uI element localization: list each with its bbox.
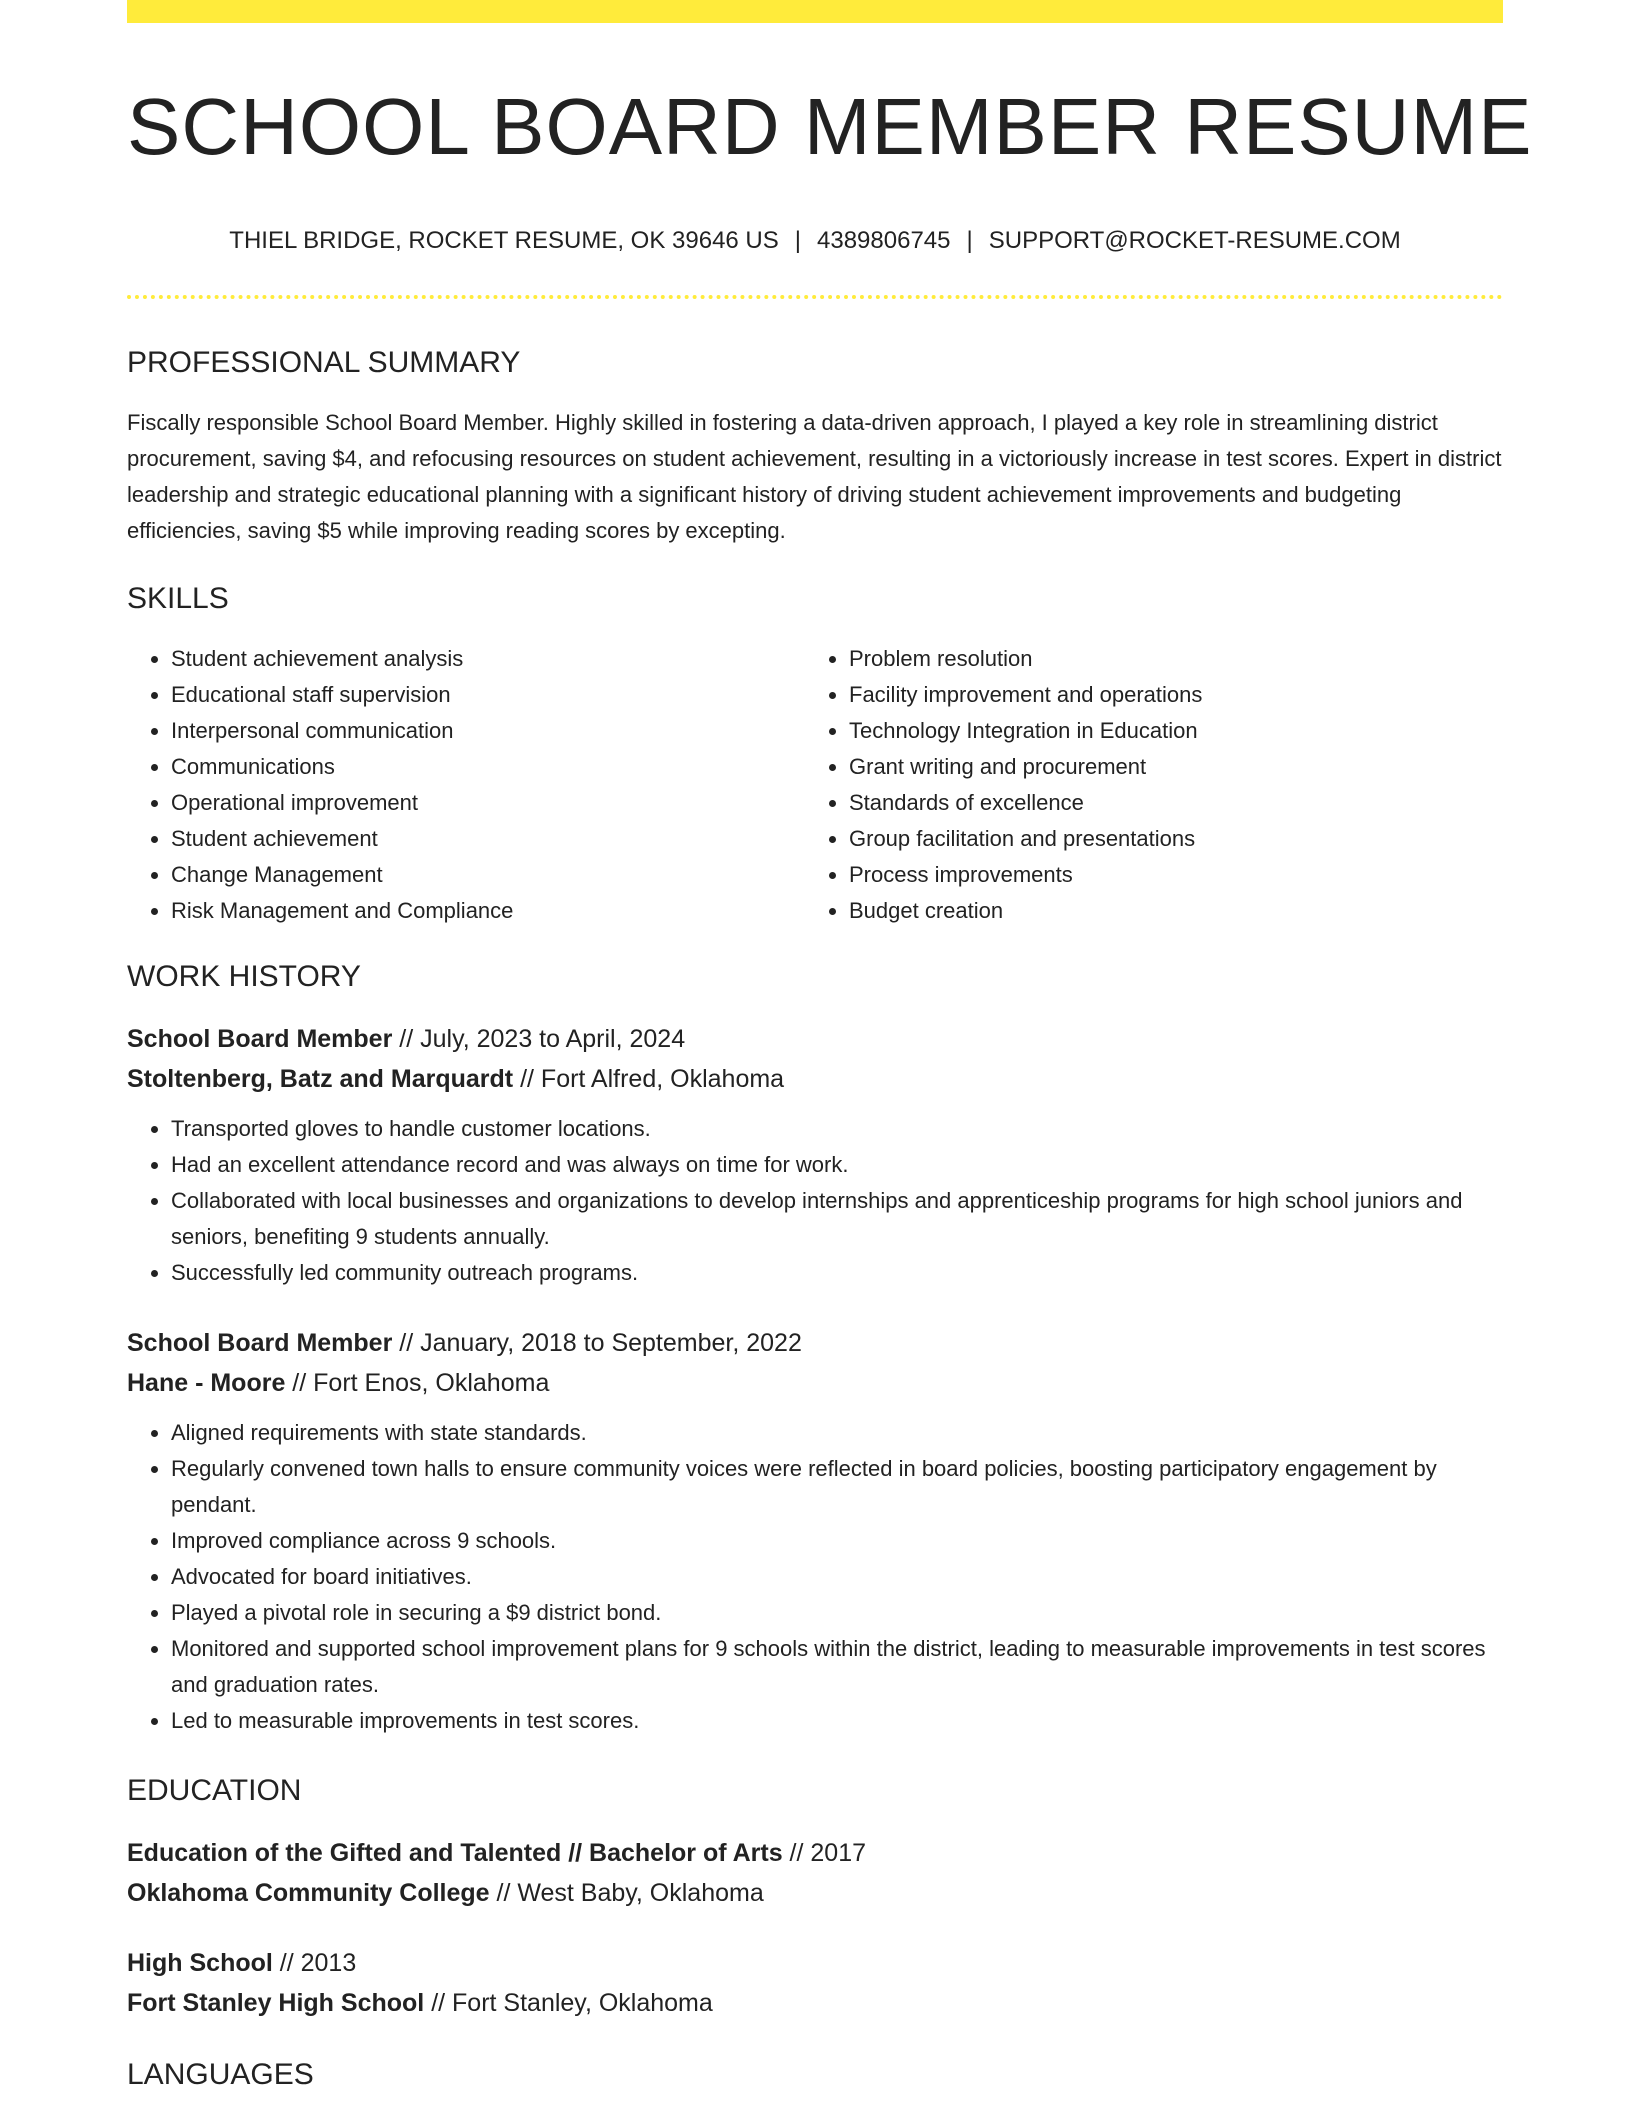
contact-separator: |	[794, 227, 802, 254]
job-company-line	[127, 1363, 1503, 1403]
skill-item: • Communications	[171, 749, 805, 785]
skills-left-column	[127, 641, 805, 929]
top-accent-bar	[127, 0, 1503, 23]
job-bullet: • Regularly convened town halls to ensure community voices were reflected in board policies, boosting participatory engagement by pendant.	[171, 1451, 1503, 1523]
summary-heading: PROFESSIONAL SUMMARY	[127, 346, 521, 379]
job-title-line	[127, 1019, 1503, 1059]
job-dates: // July, 2023 to April, 2024	[392, 1025, 686, 1053]
dotted-divider	[127, 295, 1503, 299]
contact-line	[127, 227, 1503, 255]
education-entry	[127, 1943, 1503, 2023]
job-company: Stoltenberg, Batz and Marquardt	[127, 1065, 514, 1093]
skill-item: • Facility improvement and operations	[849, 677, 1483, 713]
skills-grid	[127, 641, 1503, 929]
education-degree-line	[127, 1943, 1503, 1983]
skill-item: • Problem resolution	[849, 641, 1483, 677]
skill-item: • Budget creation	[849, 893, 1483, 929]
contact-phone: 4389806745	[817, 227, 951, 254]
job-entry	[127, 1019, 1503, 1291]
languages-heading: LANGUAGES	[127, 2058, 314, 2091]
job-title: School Board Member	[127, 1329, 393, 1357]
education-school-line	[127, 1983, 1503, 2023]
skills-heading: SKILLS	[127, 582, 229, 615]
page-title: SCHOOL BOARD MEMBER RESUME	[127, 82, 1533, 171]
education-location: // Fort Stanley, Oklahoma	[424, 1989, 713, 2017]
contact-separator: |	[966, 227, 973, 254]
education-degree: Education of the Gifted and Talented // Bachelor of Arts	[127, 1839, 783, 1867]
education-heading: EDUCATION	[127, 1774, 302, 1807]
job-entry	[127, 1323, 1503, 1739]
skill-item: • Group facilitation and presentations	[849, 821, 1483, 857]
job-bullets	[127, 1415, 1503, 1739]
skill-item: • Grant writing and procurement	[849, 749, 1483, 785]
skill-item: • Operational improvement	[171, 785, 805, 821]
job-bullets	[127, 1111, 1503, 1291]
contact-email: SUPPORT@ROCKET-RESUME.COM	[988, 227, 1401, 254]
skill-item: • Standards of excellence	[849, 785, 1483, 821]
education-entry	[127, 1833, 1503, 1913]
summary-text: Fiscally responsible School Board Member. Highly skilled in fostering a data-driven approach, I played a key role in streamlining district procurement, saving $4, and refocusing resources on student achievement, resulting in a victoriously increase in test scores. Expert in district leadership and strategic educational planning with a significant history of driving student achievement improvements and budgeting efficiencies, saving $5 while improving reading scores by excepting.	[127, 410, 1502, 543]
job-location: // Fort Enos, Oklahoma	[285, 1369, 550, 1397]
job-title: School Board Member	[127, 1025, 393, 1053]
job-bullet: • Played a pivotal role in securing a $9 district bond.	[171, 1595, 1503, 1631]
skill-item: • Change Management	[171, 857, 805, 893]
education-degree: High School	[127, 1949, 273, 1977]
work-history-heading: WORK HISTORY	[127, 960, 361, 993]
education-school-line	[127, 1873, 1503, 1913]
job-bullet: • Aligned requirements with state standards.	[171, 1415, 1503, 1451]
job-bullet: • Successfully led community outreach programs.	[171, 1255, 1503, 1291]
education-year: // 2017	[782, 1839, 867, 1867]
skill-item: • Educational staff supervision	[171, 677, 805, 713]
education-school: Fort Stanley High School	[127, 1989, 425, 2017]
job-title-line	[127, 1323, 1503, 1363]
skill-item: • Process improvements	[849, 857, 1483, 893]
education-year: // 2013	[272, 1949, 357, 1977]
job-location: // Fort Alfred, Oklahoma	[513, 1065, 785, 1093]
job-bullet: • Improved compliance across 9 schools.	[171, 1523, 1503, 1559]
skill-item: • Technology Integration in Education	[849, 713, 1483, 749]
skill-item: • Student achievement	[171, 821, 805, 857]
job-dates: // January, 2018 to September, 2022	[392, 1329, 802, 1357]
education-degree-line	[127, 1833, 1503, 1873]
skill-item: • Student achievement analysis	[171, 641, 805, 677]
contact-address: THIEL BRIDGE, ROCKET RESUME, OK 39646 US	[229, 227, 779, 254]
skills-right-column	[805, 641, 1483, 929]
education-school: Oklahoma Community College	[127, 1879, 490, 1907]
skill-item: • Risk Management and Compliance	[171, 893, 805, 929]
job-bullet: • Advocated for board initiatives.	[171, 1559, 1503, 1595]
job-bullet: • Led to measurable improvements in test scores.	[171, 1703, 1503, 1739]
education-location: // West Baby, Oklahoma	[489, 1879, 764, 1907]
job-bullet: • Had an excellent attendance record and was always on time for work.	[171, 1147, 1503, 1183]
job-bullet: • Transported gloves to handle customer locations.	[171, 1111, 1503, 1147]
job-company: Hane - Moore	[127, 1369, 286, 1397]
resume-page	[127, 0, 1533, 2093]
job-bullet: • Monitored and supported school improvement plans for 9 schools within the district, leading to measurable improvements in test scores and graduation rates.	[171, 1631, 1503, 1703]
skill-item: • Interpersonal communication	[171, 713, 805, 749]
job-bullet: • Collaborated with local businesses and organizations to develop internships and apprenticeship programs for high school juniors and seniors, benefiting 9 students annually.	[171, 1183, 1503, 1255]
job-company-line	[127, 1059, 1503, 1099]
